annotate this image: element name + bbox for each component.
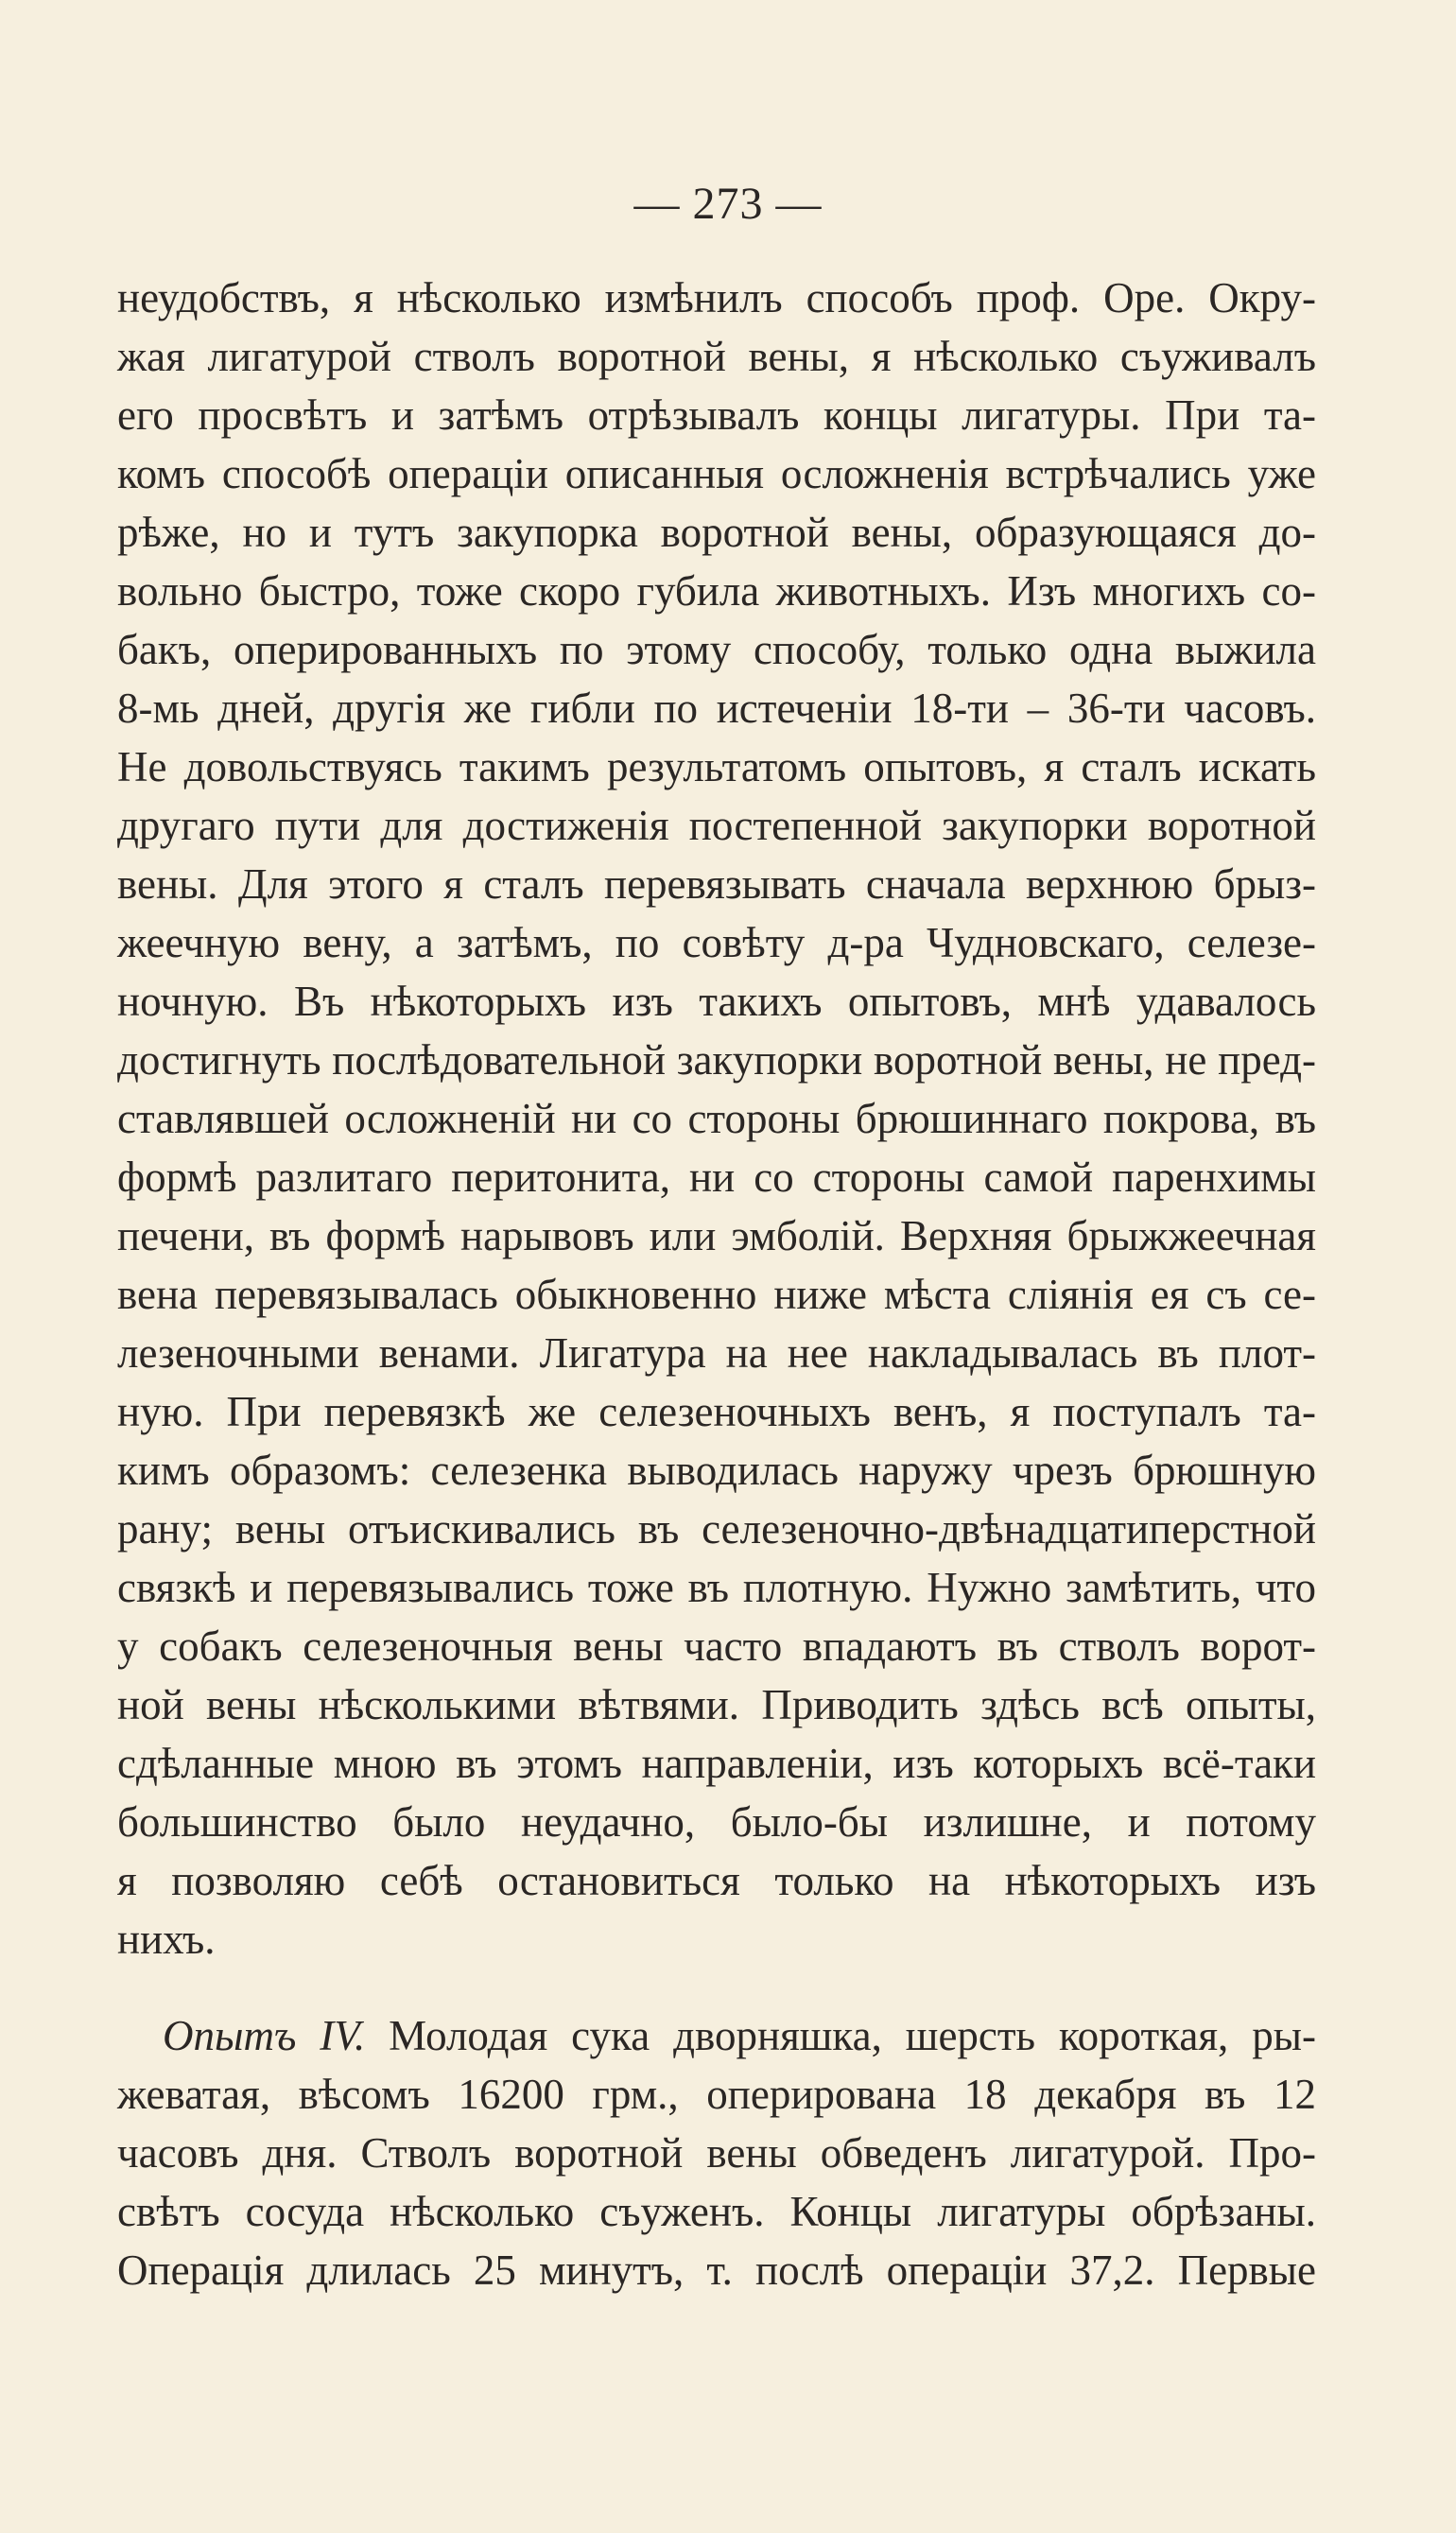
text-line: большинство было неудачно, было-бы излишне, и потому — [117, 1798, 1316, 1846]
text-line: бакъ, оперированныхъ по этому способу, только одна выжила — [117, 626, 1316, 673]
text-line: свѣтъ сосуда нѣсколько съуженъ. Концы лигатуры обрѣзаны. — [117, 2188, 1316, 2235]
text-line: вольно быстро, тоже скоро губила животныхъ. Изъ многихъ со- — [117, 567, 1316, 615]
experiment-label: Опытъ IV. — [163, 2012, 366, 2059]
text-line: жеечную вену, а затѣмъ, по совѣту д-ра Чудновскаго, селезе- — [117, 919, 1316, 966]
paragraph-2 — [117, 2006, 1316, 2299]
text-line: ночную. Въ нѣкоторыхъ изъ такихъ опытовъ, мнѣ удавалось — [117, 978, 1316, 1025]
text-line: Не довольствуясь такимъ результатомъ опытовъ, я сталъ искать — [117, 743, 1316, 790]
text-line: вена перевязывалась обыкновенно ниже мѣста сліянія ея съ се- — [117, 1271, 1316, 1318]
text-line: жеватая, вѣсомъ 16200 грм., оперирована 18 декабря въ 12 — [117, 2071, 1316, 2118]
text-line: ной вены нѣсколькими вѣтвями. Приводить здѣсь всѣ опыты, — [117, 1681, 1316, 1728]
text-line: 8-мь дней, другія же гибли по истеченіи 18-ти – 36-ти часовъ. — [117, 685, 1316, 732]
text-line: нихъ. — [117, 1916, 216, 1963]
text-line: у собакъ селезеночныя вены часто впадаютъ въ стволъ ворот- — [117, 1622, 1316, 1670]
text-run: Молодая сука дворняшка, шерсть короткая, ры- — [365, 2012, 1316, 2059]
text-line: рѣже, но и тутъ закупорка воротной вены, образующаяся до- — [117, 509, 1316, 556]
text-line: лезеночными венами. Лигатура на нее накладывалась въ плот- — [117, 1329, 1316, 1377]
text-line: сдѣланные мною въ этомъ направленіи, изъ которыхъ всё-таки — [117, 1740, 1316, 1787]
text-line: Операція длилась 25 минутъ, т. послѣ операціи 37,2. Первые — [117, 2247, 1316, 2294]
paragraph-1 — [117, 269, 1316, 1969]
body-text — [117, 269, 1316, 2299]
paragraph-spacer — [117, 1969, 1316, 2006]
page-number: — 273 — — [633, 179, 823, 229]
text-line: комъ способѣ операціи описанныя осложненія встрѣчались уже — [117, 450, 1316, 497]
text-line: связкѣ и перевязывались тоже въ плотную. Нужно замѣтить, что — [117, 1564, 1316, 1611]
text-line: я позволяю себѣ остановиться только на нѣкоторыхъ изъ — [117, 1857, 1316, 1904]
text-line: кимъ образомъ: селезенка выводилась наружу чрезъ брюшную — [117, 1447, 1316, 1494]
text-line: достигнуть послѣдовательной закупорки воротной вены, не пред- — [117, 1036, 1316, 1084]
text-line: его просвѣтъ и затѣмъ отрѣзывалъ концы лигатуры. При та- — [117, 391, 1316, 439]
text-line: ставлявшей осложненій ни со стороны брюшиннаго покрова, въ — [117, 1095, 1316, 1142]
text-line: часовъ дня. Стволъ воротной вены обведенъ лигатурой. Про- — [117, 2129, 1316, 2177]
text-line: неудобствъ, я нѣсколько измѣнилъ способъ проф. Оре. Окру- — [117, 274, 1316, 321]
text-line: формѣ разлитаго перитонита, ни со стороны самой паренхимы — [117, 1154, 1316, 1201]
text-line — [117, 2006, 1316, 2065]
text-line: вены. Для этого я сталъ перевязывать сначала верхнюю брыз- — [117, 860, 1316, 908]
text-line: рану; вены отъискивались въ селезеночно-двѣнадцатиперстной — [117, 1505, 1316, 1553]
text-line: печени, въ формѣ нарывовъ или эмболій. Верхняя брыжжеечная — [117, 1212, 1316, 1259]
text-line: жая лигатурой стволъ воротной вены, я нѣсколько съуживалъ — [117, 333, 1316, 380]
text-line: ную. При перевязкѣ же селезеночныхъ венъ, я поступалъ та- — [117, 1388, 1316, 1435]
text-line: другаго пути для достиженія постепенной закупорки воротной — [117, 802, 1316, 849]
